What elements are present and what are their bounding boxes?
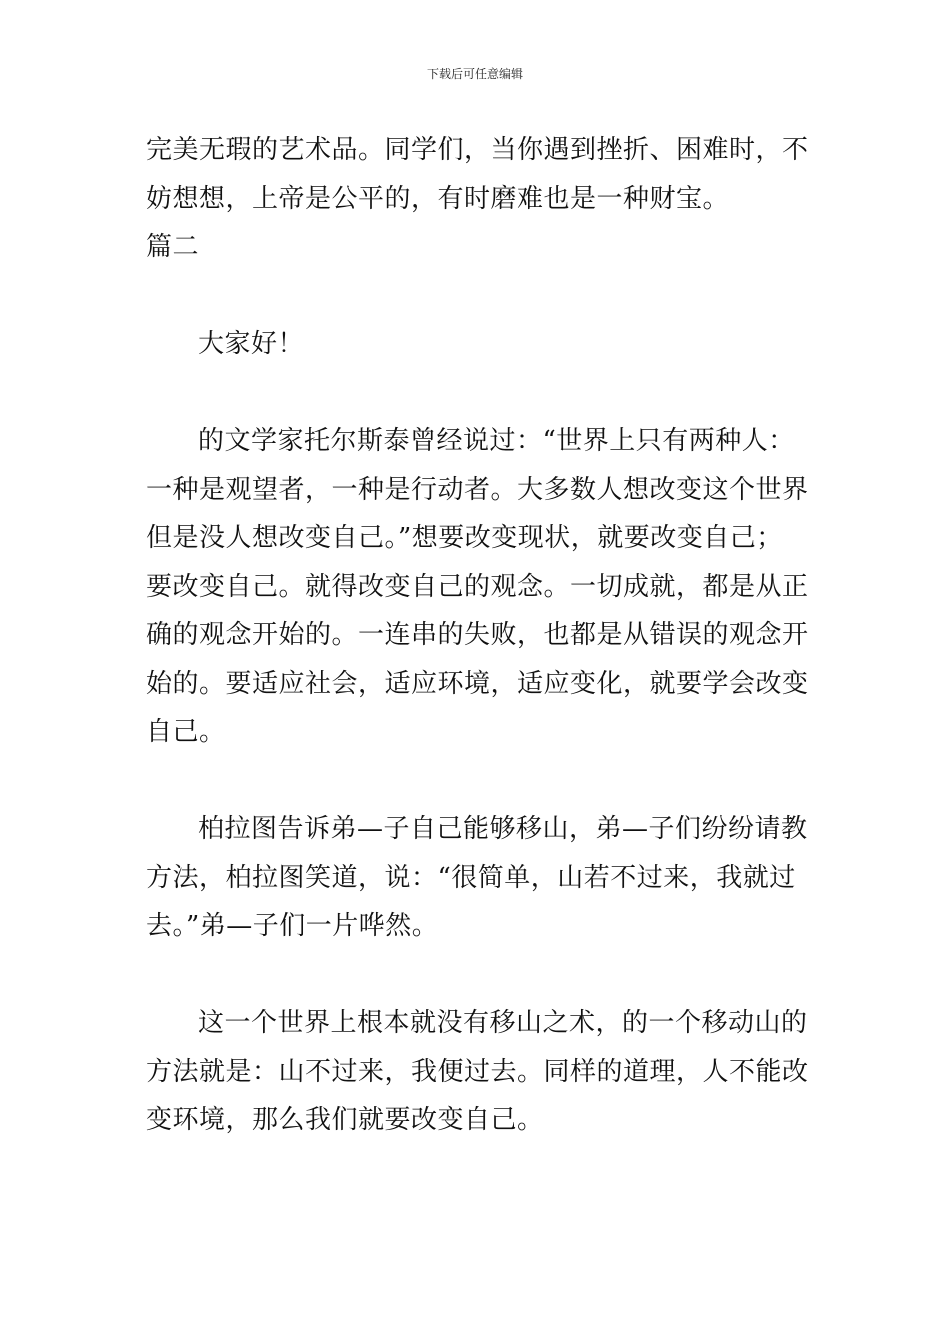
- text-line: 要改变自己。就得改变自己的观念。一切成就，都是从正: [146, 571, 809, 602]
- text-line: 方法，柏拉图笑道，说：“很简单，山若不过来，我就过: [146, 862, 796, 893]
- text-line: 变环境，那么我们就要改变自己。: [146, 1105, 544, 1135]
- paragraph-gap: [146, 757, 808, 806]
- text-line: 方法就是：山不过来，我便过去。同样的道理，人不能改: [146, 1056, 809, 1087]
- text-line: 但是没人想改变自己。”想要改变现状，就要改变自己；: [146, 523, 783, 553]
- text-line: 始的。要适应社会，适应环境，适应变化，就要学会改变: [146, 668, 809, 699]
- text-line: 一种是观望者，一种是行动者。大多数人想改变这个世界: [146, 474, 809, 505]
- text-line: 的文学家托尔斯泰曾经说过：“世界上只有两种人：: [198, 426, 795, 456]
- text-line: 这一个世界上根本就没有移山之术，的一个移动山的: [198, 1008, 808, 1038]
- paragraph-gap: [146, 369, 808, 418]
- text-line: 自己。: [146, 717, 226, 747]
- greeting-line: 大家好！: [198, 329, 305, 359]
- paragraph-gap: [146, 272, 808, 321]
- page-header-note: 下载后可任意编辑: [426, 67, 523, 81]
- text-line: 完美无瑕的艺术品。同学们，当你遇到挫折、困难时，不: [146, 135, 809, 165]
- text-line: 去。”弟—子们一片哗然。: [146, 911, 439, 941]
- text-line: 妨想想，上帝是公平的，有时磨难也是一种财宝。: [146, 183, 730, 214]
- section-heading: 篇二: [146, 232, 200, 262]
- paragraph-gap: [146, 951, 808, 1000]
- text-line: 确的观念开始的。一连串的失败，也都是从错误的观念开: [146, 620, 809, 650]
- document-body: [146, 126, 808, 1145]
- text-line: 柏拉图告诉弟—子自己能够移山，弟—子们纷纷请教: [198, 814, 808, 844]
